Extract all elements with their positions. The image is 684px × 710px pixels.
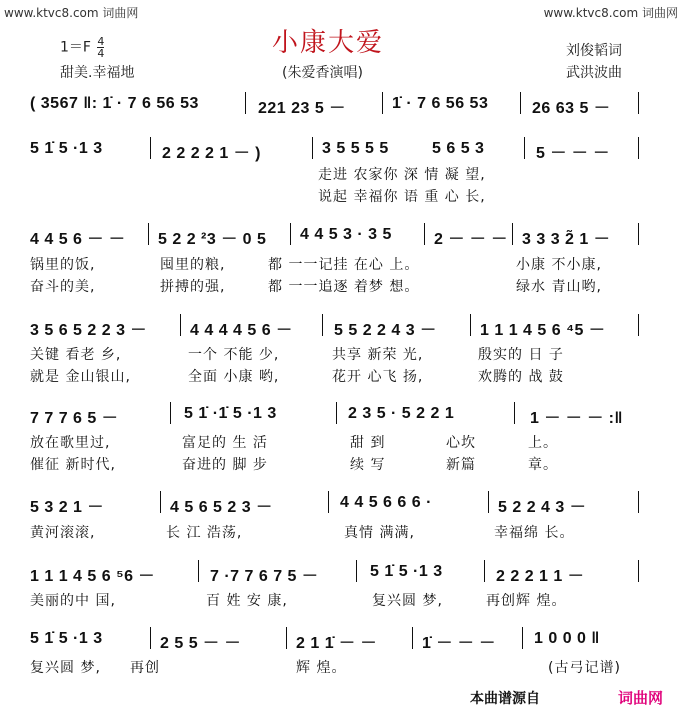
lyric-line: 说起 幸福你 语 重 心 长,: [318, 189, 486, 205]
measure: ( 3567 ‖: 1̇ · 7 6 56 53: [30, 95, 199, 112]
barline: [150, 137, 151, 159]
composer-credit: 武洪波曲: [566, 65, 622, 81]
lyric-text: 奋进的 脚 步: [182, 457, 268, 473]
measure: 1 － － － :‖: [530, 410, 623, 427]
lyric-text: 锅里的饭,: [30, 257, 96, 273]
barline: [638, 137, 639, 159]
lyric-text: 真情 满满,: [344, 525, 415, 541]
measure: 5 2 2 4 3 －: [498, 499, 587, 516]
measure: 1̇ － － －: [422, 635, 496, 652]
barline: [198, 560, 199, 582]
measure: 2 1 1̇ － －: [296, 635, 377, 652]
lyric-text: 百 姓 安 康,: [206, 593, 288, 609]
barline: [356, 560, 357, 582]
measure: 5 2 2 ²3 － 0 5: [158, 231, 267, 248]
lyric-text: 都 一一记挂 在心 上。: [268, 257, 420, 273]
measure: 5 1̇ 5 ·1 3: [30, 630, 103, 647]
lyric-text: 新篇: [446, 457, 476, 473]
barline: [638, 491, 639, 513]
performance-style: 甜美.幸福地: [60, 65, 135, 81]
meter-top: 4: [97, 35, 105, 48]
barline: [424, 223, 425, 245]
lyric-text: 续 写: [350, 457, 386, 473]
barline: [488, 491, 489, 513]
barline: [520, 92, 521, 114]
barline: [180, 314, 181, 336]
watermark-right: www.ktvc8.com 词曲网: [543, 6, 678, 20]
measure: 5 6 5 3: [432, 140, 485, 157]
lyric-text: 关键 看老 乡,: [30, 347, 122, 363]
transcriber-credit: (古弓记谱): [548, 660, 621, 676]
measure: 7 ·7 7 6 7 5 －: [210, 568, 319, 585]
measure: 4 5 6 5 2 3 －: [170, 499, 273, 516]
lyric-text: 心坎: [446, 435, 476, 451]
barline: [328, 491, 329, 513]
lyric-text: 绿水 青山哟,: [516, 279, 602, 295]
measure: 4 4 4 4 5 6 －: [190, 322, 293, 339]
measure: 2 5 5 － －: [160, 635, 241, 652]
meter-bottom: 4: [97, 47, 105, 60]
barline: [245, 92, 246, 114]
measure: 221 23 5 －: [258, 100, 346, 117]
lyric-text: 囤里的粮,: [160, 257, 226, 273]
lyric-text: 富足的 生 活: [182, 435, 268, 451]
measure: 5 1̇ 5 ·1 3: [30, 140, 103, 157]
barline: [522, 627, 523, 649]
site-logo-text[interactable]: 词曲网: [618, 689, 664, 707]
barline: [336, 402, 337, 424]
time-signature: [97, 36, 104, 59]
lyric-text: 就是 金山银山,: [30, 369, 131, 385]
barline: [484, 560, 485, 582]
measure: 3 5 5 5 5: [322, 140, 389, 157]
lyric-text: 幸福绵 长。: [494, 525, 575, 541]
measure: 1 1 1 4 5 6 ⁴5 －: [480, 322, 606, 339]
measure: 5 3 2 1 －: [30, 499, 104, 516]
singer-credit: (朱爱香演唱): [282, 65, 363, 81]
barline: [148, 223, 149, 245]
lyric-text: 殷实的 日 子: [478, 347, 564, 363]
barline: [382, 92, 383, 114]
song-title: 小康大爱: [272, 28, 385, 58]
lyric-text: 全面 小康 哟,: [188, 369, 280, 385]
lyric-text: 美丽的中 国,: [30, 593, 116, 609]
watermark-left: www.ktvc8.com 词曲网: [4, 6, 139, 20]
lyric-text: 再创: [130, 660, 160, 676]
source-label: 本曲谱源自: [470, 691, 540, 707]
measure: 2 2 2 1 1 －: [496, 568, 585, 585]
measure: 1 0 0 0 ‖: [534, 630, 600, 647]
lyric-text: 上。: [528, 435, 558, 451]
barline: [512, 223, 513, 245]
lyric-text: 共享 新荣 光,: [332, 347, 424, 363]
lyric-line: 走进 农家你 深 情 凝 望,: [318, 167, 486, 183]
measure: 5 － － －: [536, 145, 610, 162]
measure: 2 3 5 · 5 2 2 1: [348, 405, 455, 422]
barline: [160, 491, 161, 513]
barline: [286, 627, 287, 649]
barline: [312, 137, 313, 159]
measure: 3 5 6 5 2 2 3 －: [30, 322, 147, 339]
measure: 5 1̇ 5 ·1 3: [370, 563, 443, 580]
barline: [170, 402, 171, 424]
key-signature: [60, 36, 104, 59]
lyricist-credit: 刘俊韬词: [566, 43, 622, 59]
barline: [470, 314, 471, 336]
lyric-text: 甜 到: [350, 435, 386, 451]
lyric-text: 一个 不能 少,: [188, 347, 280, 363]
lyric-text: 奋斗的美,: [30, 279, 96, 295]
barline: [524, 137, 525, 159]
measure: 2 － － －: [434, 231, 508, 248]
measure: 2 2 2 2 1 － ): [162, 145, 261, 162]
lyric-text: 再创辉 煌。: [486, 593, 567, 609]
lyric-text: 都 一一追逐 着梦 想。: [268, 279, 420, 295]
barline: [638, 223, 639, 245]
lyric-text: 放在歌里过,: [30, 435, 111, 451]
lyric-text: 复兴圆 梦,: [30, 660, 101, 676]
barline: [638, 92, 639, 114]
measure: 1̇ · 7 6 56 53: [392, 95, 489, 112]
barline: [412, 627, 413, 649]
lyric-text: 黄河滚滚,: [30, 525, 96, 541]
barline: [514, 402, 515, 424]
measure: 7 7 7 6 5 －: [30, 410, 119, 427]
lyric-text: 长 江 浩荡,: [166, 525, 243, 541]
lyric-text: 催征 新时代,: [30, 457, 116, 473]
measure: 4 4 5 6 6 6 ·: [340, 494, 432, 511]
measure: 5 5 2 2 4 3 －: [334, 322, 437, 339]
lyric-text: 拼搏的强,: [160, 279, 226, 295]
measure: 4 4 5 6 － －: [30, 231, 126, 248]
lyric-text: 欢腾的 战 鼓: [478, 369, 564, 385]
measure: 1 1 1 4 5 6 ⁵6 －: [30, 568, 155, 585]
measure: 3 3 3 2̃ 1 －: [522, 231, 611, 248]
lyric-text: 复兴圆 梦,: [372, 593, 443, 609]
key-label: 1＝F: [60, 39, 91, 56]
lyric-text: 小康 不小康,: [516, 257, 602, 273]
barline: [638, 560, 639, 582]
barline: [322, 314, 323, 336]
barline: [150, 627, 151, 649]
lyric-text: 花开 心飞 扬,: [332, 369, 424, 385]
measure: 4 4 5 3 · 3 5: [300, 226, 392, 243]
measure: 5 1̇ ·1̇ 5 ·1 3: [184, 405, 277, 422]
barline: [638, 314, 639, 336]
barline: [290, 223, 291, 245]
lyric-text: 辉 煌。: [296, 660, 347, 676]
lyric-text: 章。: [528, 457, 558, 473]
measure: 26 63 5 －: [532, 100, 611, 117]
